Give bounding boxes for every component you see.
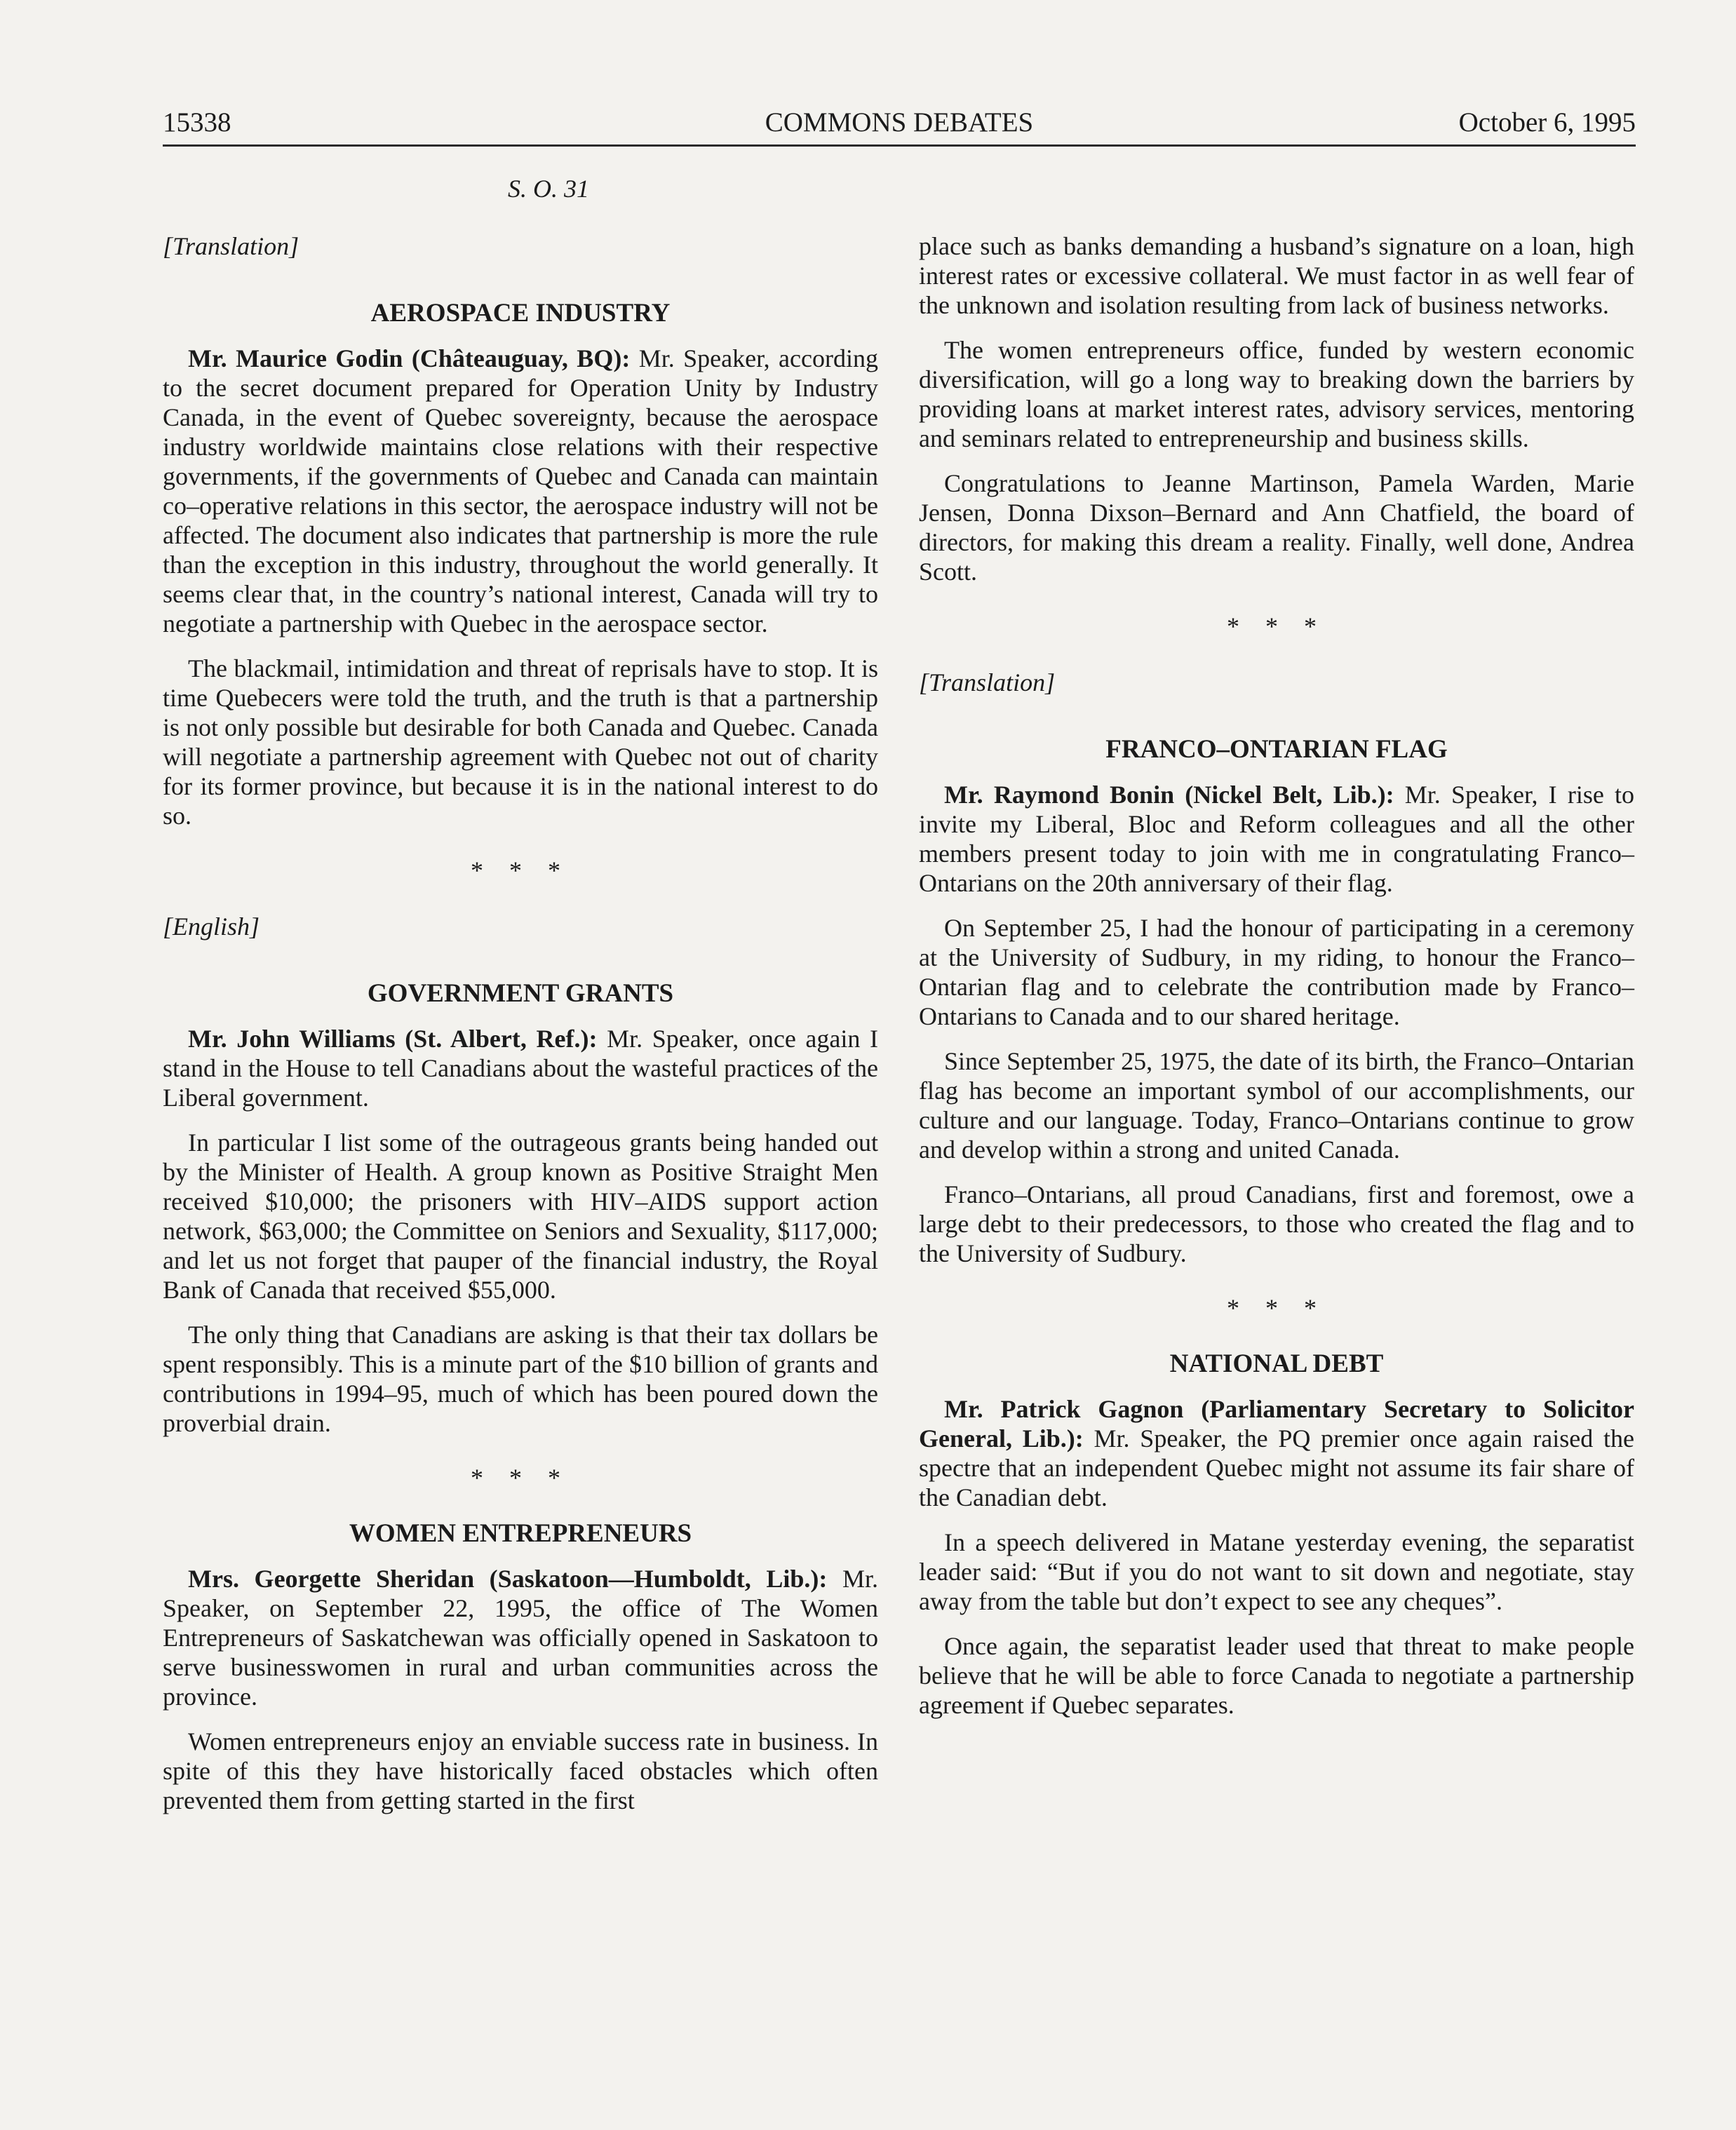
- section-heading: WOMEN ENTREPRENEURS: [349, 1519, 692, 1548]
- statement-paragraph: [163, 344, 878, 638]
- statement-text: Mr. Speaker, the PQ premier once again raised the spectre that an independent Quebec might not assume its fair share of the Canadian debt.: [919, 1424, 1634, 1511]
- right-column: [919, 231, 1634, 1720]
- issue-date: October 6, 1995: [1458, 107, 1636, 137]
- language-note: [English]: [163, 912, 260, 941]
- speaker-name: Mr. Maurice Godin (Châteauguay, BQ):: [188, 344, 631, 372]
- statement-paragraph: The blackmail, intimidation and threat of reprisals have to stop. It is time Quebecers were told the truth, and the truth is that a partnership is not only possible but desirable for both Canada and Quebec. Canada will negotiate a partnership agreement with Quebec not out of charity for its former province, but because it is in the national interest to do so.: [163, 654, 878, 830]
- speaker-name: Mrs. Georgette Sheridan (Saskatoon—Humboldt, Lib.):: [188, 1565, 828, 1593]
- header-rule: [163, 144, 1636, 147]
- statement-text: Mr. Speaker, once again I stand in the House to tell Canadians about the wasteful practices of the Liberal government.: [163, 1025, 878, 1112]
- speaker-name: Mr. Patrick Gagnon (Parliamentary Secretary to Solicitor General, Lib.):: [919, 1395, 1634, 1452]
- section-separator: * * *: [1227, 612, 1326, 640]
- language-note: [Translation]: [163, 232, 300, 260]
- section-heading: AEROSPACE INDUSTRY: [370, 299, 671, 328]
- statement-paragraph: [163, 1564, 878, 1711]
- statement-paragraph: In particular I list some of the outrageous grants being handed out by the Minister of Health. A group known as Positive Straight Men received $10,000; the prisoners with HIV–AIDS support action network, $63,000; the Committee on Seniors and Sexuality, $117,000; and let us not forget that pauper of the financial industry, the Royal Bank of Canada that received $55,000.: [163, 1128, 878, 1304]
- statement-paragraph: Women entrepreneurs enjoy an enviable success rate in business. In spite of this they have historically faced obstacles which often prevented them from getting started in the first: [163, 1727, 878, 1814]
- statement-paragraph: place such as banks demanding a husband’s signature on a loan, high interest rates or excessive collateral. We must factor in as well fear of the unknown and isolation resulting from lack of business networks.: [919, 232, 1634, 319]
- statement-paragraph: [163, 1024, 878, 1112]
- running-head: [163, 105, 1636, 140]
- language-note: [Translation]: [919, 668, 1056, 696]
- left-column: [163, 174, 878, 1815]
- statement-paragraph: In a speech delivered in Matane yesterday evening, the separatist leader said: “But if you do not want to sit down and negotiate, stay away from the table but don’t expect to see any cheques”.: [919, 1528, 1634, 1615]
- statement-paragraph: [919, 780, 1634, 898]
- statement-paragraph: Franco–Ontarians, all proud Canadians, first and foremost, owe a large debt to their predecessors, to those who created the flag and to the University of Sudbury.: [919, 1180, 1634, 1267]
- section-heading: NATIONAL DEBT: [1169, 1349, 1384, 1378]
- statement-text: Mr. Speaker, on September 22, 1995, the office of The Women Entrepreneurs of Saskatchewan was officially opened in Saskatoon to serve businesswomen in rural and urban communities across the province.: [163, 1565, 878, 1711]
- section-heading: GOVERNMENT GRANTS: [367, 979, 674, 1008]
- statement-text: Mr. Speaker, according to the secret document prepared for Operation Unity by Industry Canada, in the event of Quebec sovereignty, because the aerospace industry worldwide maintains close relations with their respective governments, if the governments of Quebec and Canada can maintain co–operative relations in this sector, the aerospace industry will not be affected. The document also indicates that partnership is more the rule than the exception in this industry, throughout the world generally. It seems clear that, in the country’s national interest, Canada will try to negotiate a partnership with Quebec in the aerospace sector.: [163, 344, 878, 638]
- speaker-name: Mr. Raymond Bonin (Nickel Belt, Lib.):: [944, 781, 1394, 809]
- section-heading: FRANCO–ONTARIAN FLAG: [1105, 735, 1448, 764]
- statement-paragraph: Once again, the separatist leader used that threat to make people believe that he will be able to force Canada to negotiate a partnership agreement if Quebec separates.: [919, 1632, 1634, 1719]
- statement-text: Mr. Speaker, I rise to invite my Liberal, Bloc and Reform colleagues and all the other members present today to join with me in congratulating Franco–Ontarians on the 20th anniversary of their flag.: [919, 781, 1635, 897]
- section-separator: * * *: [471, 1464, 570, 1492]
- standing-order-label: S. O. 31: [508, 175, 589, 203]
- statement-paragraph: Since September 25, 1975, the date of its birth, the Franco–Ontarian flag has become an important symbol of our accomplishments, our culture and our language. Today, Franco–Ontarians continue to grow and develop within a strong and united Canada.: [919, 1047, 1634, 1164]
- publication-title: COMMONS DEBATES: [765, 107, 1034, 137]
- statement-paragraph: Congratulations to Jeanne Martinson, Pamela Warden, Marie Jensen, Donna Dixson–Bernard and Ann Chatfield, the board of directors, for making this dream a reality. Finally, well done, Andrea Scott.: [919, 469, 1634, 586]
- section-separator: * * *: [471, 856, 570, 884]
- statement-paragraph: On September 25, I had the honour of participating in a ceremony at the University of Sudbury, in my riding, to honour the Franco–Ontarian flag and to celebrate the contribution made by Franco–Ontarians to Canada and to our shared heritage.: [919, 914, 1634, 1030]
- statement-paragraph: [919, 1394, 1634, 1512]
- statement-paragraph: The only thing that Canadians are asking is that their tax dollars be spent responsibly. This is a minute part of the $10 billion of grants and contributions in 1994–95, much of which has been poured down the proverbial drain.: [163, 1321, 878, 1437]
- statement-paragraph: The women entrepreneurs office, funded by western economic diversification, will go a long way to breaking down the barriers by providing loans at market interest rates, advisory services, mentoring and seminars related to entrepreneurship and business skills.: [919, 336, 1634, 452]
- page-number: 15338: [163, 107, 231, 137]
- speaker-name: Mr. John Williams (St. Albert, Ref.):: [188, 1025, 598, 1053]
- section-separator: * * *: [1227, 1294, 1326, 1322]
